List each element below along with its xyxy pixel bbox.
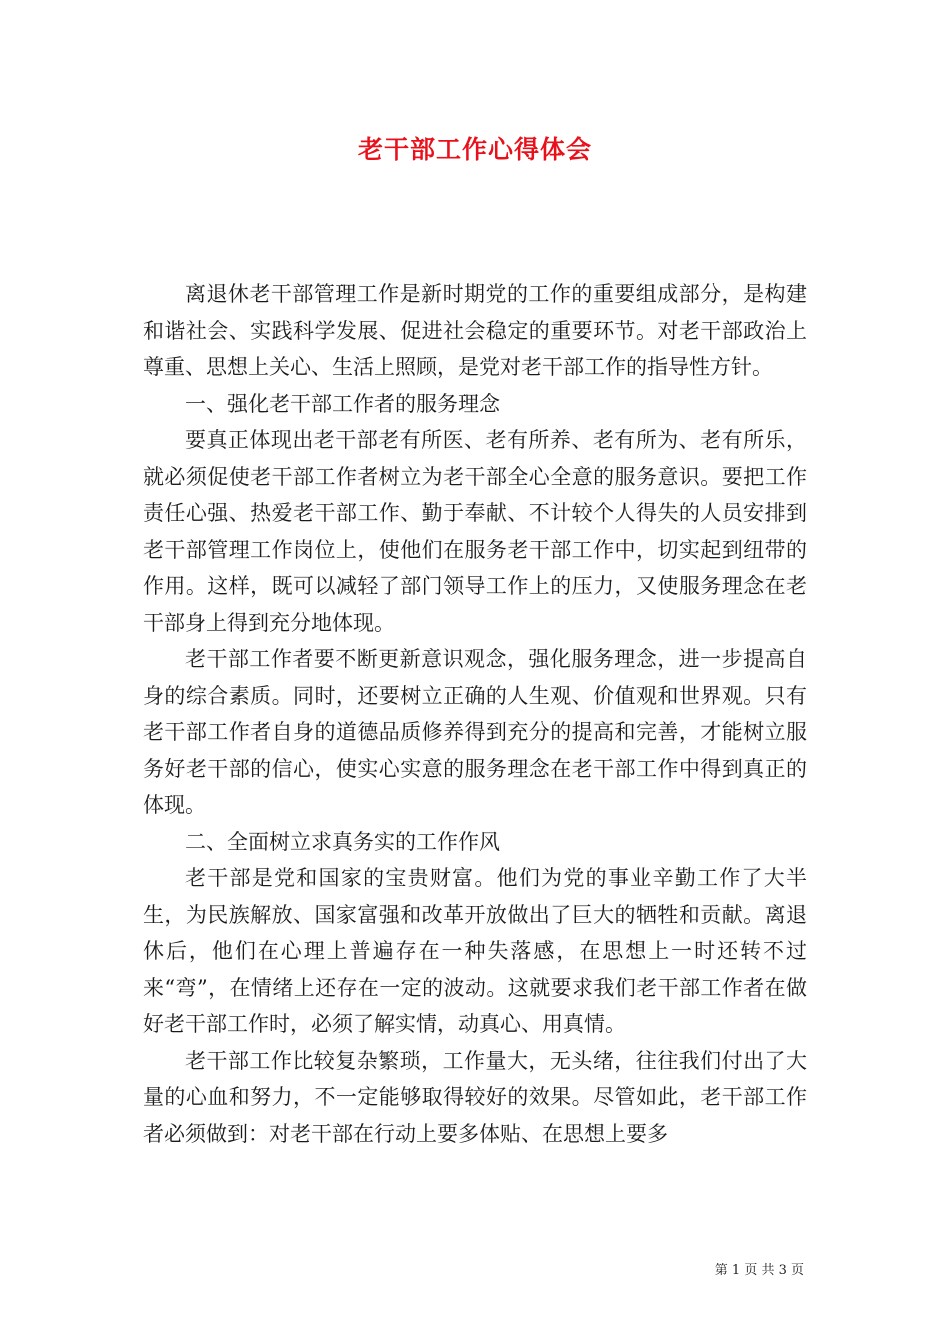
paragraph: 老干部工作者要不断更新意识观念，强化服务理念，进一步提高自身的综合素质。同时，还要树立正确的人生观、价值观和世界观。只有老干部工作者自身的道德品质修养得到充分的提高和完善，才能树立服务好老干部的信心，使实心实意的服务理念在老干部工作中得到真正的体现。: [143, 647, 807, 817]
document-title: 老干部工作心得体会: [357, 135, 592, 164]
paragraph: 老干部是党和国家的宝贵财富。他们为党的事业辛勤工作了大半生，为民族解放、国家富强和改革开放做出了巨大的牺牲和贡献。离退休后，他们在心理上普遍存在一种失落感，在思想上一时还转不过来“弯”，在情绪上还存在一定的波动。这就要求我们老干部工作者在做好老干部工作时，必须了解实情，动真心、用真情。: [143, 866, 807, 1036]
paragraph-intro: 离退休老干部管理工作是新时期党的工作的重要组成部分，是构建和谐社会、实践科学发展、促进社会稳定的重要环节。对老干部政治上尊重、思想上关心、生活上照顾，是党对老干部工作的指导性方针。: [143, 282, 807, 379]
paragraph: 要真正体现出老干部老有所医、老有所养、老有所为、老有所乐，就必须促使老干部工作者树立为老干部全心全意的服务意识。要把工作责任心强、热爱老干部工作、勤于奉献、不计较个人得失的人员安排到老干部管理工作岗位上，使他们在服务老干部工作中，切实起到纽带的作用。这样，既可以减轻了部门领导工作上的压力，又使服务理念在老干部身上得到充分地体现。: [143, 428, 807, 635]
page-number-footer: 第 1 页 共 3 页: [714, 1263, 804, 1278]
document-body: [143, 276, 807, 1152]
section-heading-2: 二、全面树立求真务实的工作作风: [185, 829, 500, 854]
paragraph: 老干部工作比较复杂繁琐，工作量大，无头绪，往往我们付出了大量的心血和努力，不一定能够取得较好的效果。尽管如此，老干部工作者必须做到：对老干部在行动上要多体贴、在思想上要多: [143, 1048, 807, 1146]
section-heading-1: 一、强化老干部工作者的服务理念: [185, 391, 500, 416]
